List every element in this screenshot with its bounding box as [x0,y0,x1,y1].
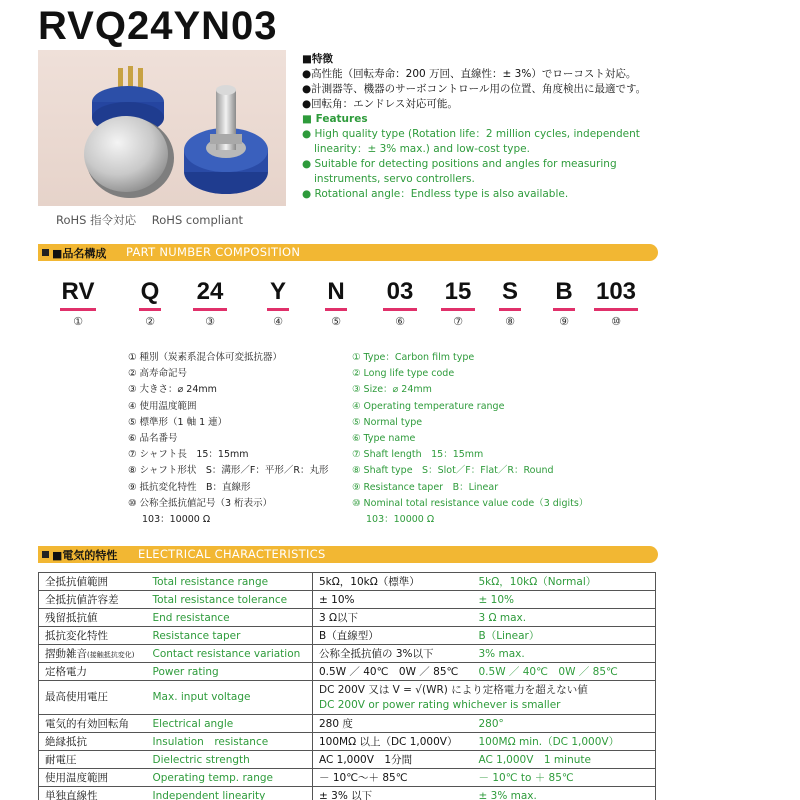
param-en: Max. input voltage [147,681,313,715]
electrical-characteristics-table [38,572,656,800]
param-jp: 抵抗変化特性 [39,627,147,645]
en-desc-item: ⑦ Shaft length 15：15mm [352,449,484,461]
feature-jp-1: ●高性能（回転寿命：200 万回、直線性：± 3%）でローコスト対応。 [302,68,637,80]
electrical-section-bar [38,546,658,563]
table-row [39,751,656,769]
en-desc-item: ⑥ Type name [352,433,416,445]
param-jp-small: (接触抵抗変化) [87,651,135,659]
param-jp: 全抵抗値許容差 [39,591,147,609]
electrical-jp-heading: ■電気的特性 [52,549,118,562]
code-segment [590,278,642,328]
code-number: ⑩ [611,315,621,328]
jp-desc-item: ① 種別（炭素系混合体可変抵抗器） [128,352,283,363]
en-desc-item: ⑩ Nominal total resistance value code（3 digits） [352,497,589,509]
param-en: Independent linearity [147,787,313,800]
code-value: B [555,278,573,305]
table-row [39,715,656,733]
value-en: － 10℃ to ＋ 85℃ [473,769,656,787]
code-underline [594,308,638,311]
code-value: 15 [444,278,472,305]
param-jp: 耐電圧 [39,751,147,769]
param-en: Operating temp. range [147,769,313,787]
en-desc-item: ⑨ Resistance taper B：Linear [352,481,499,493]
rohs-en: RoHS compliant [151,213,243,227]
code-value: S [501,278,518,305]
code-segment [58,278,98,328]
part-number-jp-descriptions [128,350,328,528]
value-jp: AC 1,000V 1分間 [313,751,473,769]
jp-desc-item: ⑥ 品名番号 [128,433,178,445]
param-en: Total resistance range [147,573,313,591]
jp-desc-item: ⑨ 抵抗変化特性 B：直線形 [128,481,251,493]
part-number-codes [38,278,658,334]
param-jp: 残留抵抗値 [39,609,147,627]
param-jp: 最高使用電圧 [39,681,147,715]
param-jp: 絶縁抵抗 [39,733,147,751]
en-desc-item: ② Long life type code [352,368,455,380]
param-jp: 単独直線性 [39,787,147,800]
en-desc-item: 103：10000 Ω [366,514,435,526]
en-desc-item: ④ Operating temperature range [352,400,505,412]
param-en: End resistance [147,609,313,627]
value-jp: ± 3% 以下 [313,787,473,800]
code-underline [139,308,161,311]
code-underline [383,308,417,311]
feature-en-1b: linearity：± 3% max.) and low-cost type. [314,143,530,155]
table-row [39,787,656,800]
code-number: ⑤ [331,315,341,328]
code-number: ③ [205,315,215,328]
value-jp: 100MΩ 以上（DC 1,000V） [313,733,473,751]
param-en: Total resistance tolerance [147,591,313,609]
value-en: 100MΩ min.（DC 1,000V） [473,733,656,751]
param-jp: 全抵抗値範囲 [39,573,147,591]
code-segment [436,278,480,328]
jp-desc-item: ③ 大きさ：⌀ 24mm [128,384,217,396]
param-jp: 電気的有効回転角 [39,715,147,733]
code-underline [60,308,96,311]
code-segment [378,278,422,328]
en-desc-item: ⑤ Normal type [352,416,423,428]
electrical-en-heading: ELECTRICAL CHARACTERISTICS [138,547,326,561]
value-en: B（Linear） [473,627,656,645]
features-block [302,52,782,202]
value-en: AC 1,000V 1 minute [473,751,656,769]
param-jp [39,645,147,663]
feature-en-2: ● Suitable for detecting positions and angles for measuring [302,158,617,170]
jp-desc-item: 103：10000 Ω [142,514,211,526]
table-row [39,573,656,591]
table-row [39,591,656,609]
value-jp: 公称全抵抗値の 3%以下 [313,645,473,663]
code-number: ⑨ [559,315,569,328]
code-number: ⑥ [395,315,405,328]
code-value: Y [269,278,286,305]
part-number-en-descriptions [352,350,588,528]
param-en: Contact resistance variation [147,645,313,663]
code-segment [544,278,584,328]
code-number: ② [145,315,155,328]
code-underline [499,308,521,311]
value-jp: 5kΩ，10kΩ（標準） [313,573,473,591]
param-en: Power rating [147,663,313,681]
value-jp: B（直線型） [313,627,473,645]
code-underline [553,308,575,311]
value-en: DC 200V or power rating whichever is smaller [319,698,561,711]
param-jp-text: 摺動雑音 [45,648,87,660]
jp-desc-item: ⑤ 標準形（1 軸 1 連） [128,416,228,428]
param-en: Insulation resistance [147,733,313,751]
square-bullet-icon [42,551,49,558]
table-row [39,769,656,787]
value-merged [313,681,656,715]
value-en: 280° [473,715,656,733]
jp-desc-item: ② 高寿命記号 [128,368,188,380]
part-number-en-heading: PART NUMBER COMPOSITION [126,245,301,259]
table-row [39,627,656,645]
value-en: 3% max. [473,645,656,663]
rohs-note [56,212,255,228]
code-segment [258,278,298,328]
param-en: Resistance taper [147,627,313,645]
jp-desc-item: ⑧ シャフト形状 S：溝形／F：平形／R：丸形 [128,465,329,477]
value-en: 3 Ω max. [473,609,656,627]
code-underline [325,308,347,311]
en-desc-item: ⑧ Shaft type S：Slot／F：Flat／R：Round [352,465,554,477]
jp-desc-item: ⑦ シャフト長 15：15mm [128,449,249,461]
code-value: Q [140,278,160,305]
code-value: 03 [386,278,414,305]
code-number: ④ [273,315,283,328]
value-jp: ± 10% [313,591,473,609]
code-segment [316,278,356,328]
param-jp: 定格電力 [39,663,147,681]
code-underline [441,308,475,311]
param-jp: 使用温度範囲 [39,769,147,787]
code-segment [188,278,232,328]
table-row [39,663,656,681]
code-underline [193,308,227,311]
value-jp: 280 度 [313,715,473,733]
en-desc-item: ③ Size：⌀ 24mm [352,384,432,396]
table-row [39,681,656,715]
jp-desc-item: ⑩ 公称全抵抗値記号（3 桁表示） [128,497,273,509]
table-row [39,609,656,627]
value-jp: － 10℃～＋ 85℃ [313,769,473,787]
potentiometer-illustration [38,50,286,206]
feature-en-2b: instruments, servo controllers. [314,173,475,185]
param-en: Dielectric strength [147,751,313,769]
code-underline [267,308,289,311]
code-number: ① [73,315,83,328]
table-row [39,645,656,663]
value-en: ± 10% [473,591,656,609]
code-number: ⑧ [505,315,515,328]
value-jp: 0.5W ／ 40℃ 0W ／ 85℃ [313,663,473,681]
features-en-heading: ■ Features [302,113,368,125]
features-jp-heading: ■特徴 [302,53,333,65]
table-row [39,733,656,751]
code-value: RV [61,278,95,305]
value-en: 0.5W ／ 40℃ 0W ／ 85℃ [473,663,656,681]
value-en: 5kΩ，10kΩ（Normal） [473,573,656,591]
feature-en-1: ● High quality type (Rotation life：2 million cycles, independent [302,128,640,140]
code-value: N [327,278,345,305]
code-value: 24 [196,278,224,305]
part-number-section-bar [38,244,658,261]
code-number: ⑦ [453,315,463,328]
value-jp: DC 200V 又は V = √(WR) により定格電力を超えない値 [319,683,588,696]
part-number-jp-heading: ■品名構成 [52,247,107,260]
value-jp: 3 Ω以下 [313,609,473,627]
param-en: Electrical angle [147,715,313,733]
page-title: RVQ24YN03 [38,4,278,48]
value-en: ± 3% max. [473,787,656,800]
en-desc-item: ① Type：Carbon film type [352,352,475,363]
square-bullet-icon [42,249,49,256]
code-segment [130,278,170,328]
feature-jp-2: ●計測器等、機器のサーボコントロール用の位置、角度検出に最適です。 [302,83,647,95]
rohs-jp: RoHS 指令対応 [56,213,137,227]
code-value: 103 [595,278,637,305]
feature-en-3: ● Rotational angle：Endless type is also available. [302,188,569,200]
jp-desc-item: ④ 使用温度範囲 [128,400,197,412]
code-segment [490,278,530,328]
feature-jp-3: ●回転角：エンドレス対応可能。 [302,98,458,110]
product-photo [38,50,286,206]
